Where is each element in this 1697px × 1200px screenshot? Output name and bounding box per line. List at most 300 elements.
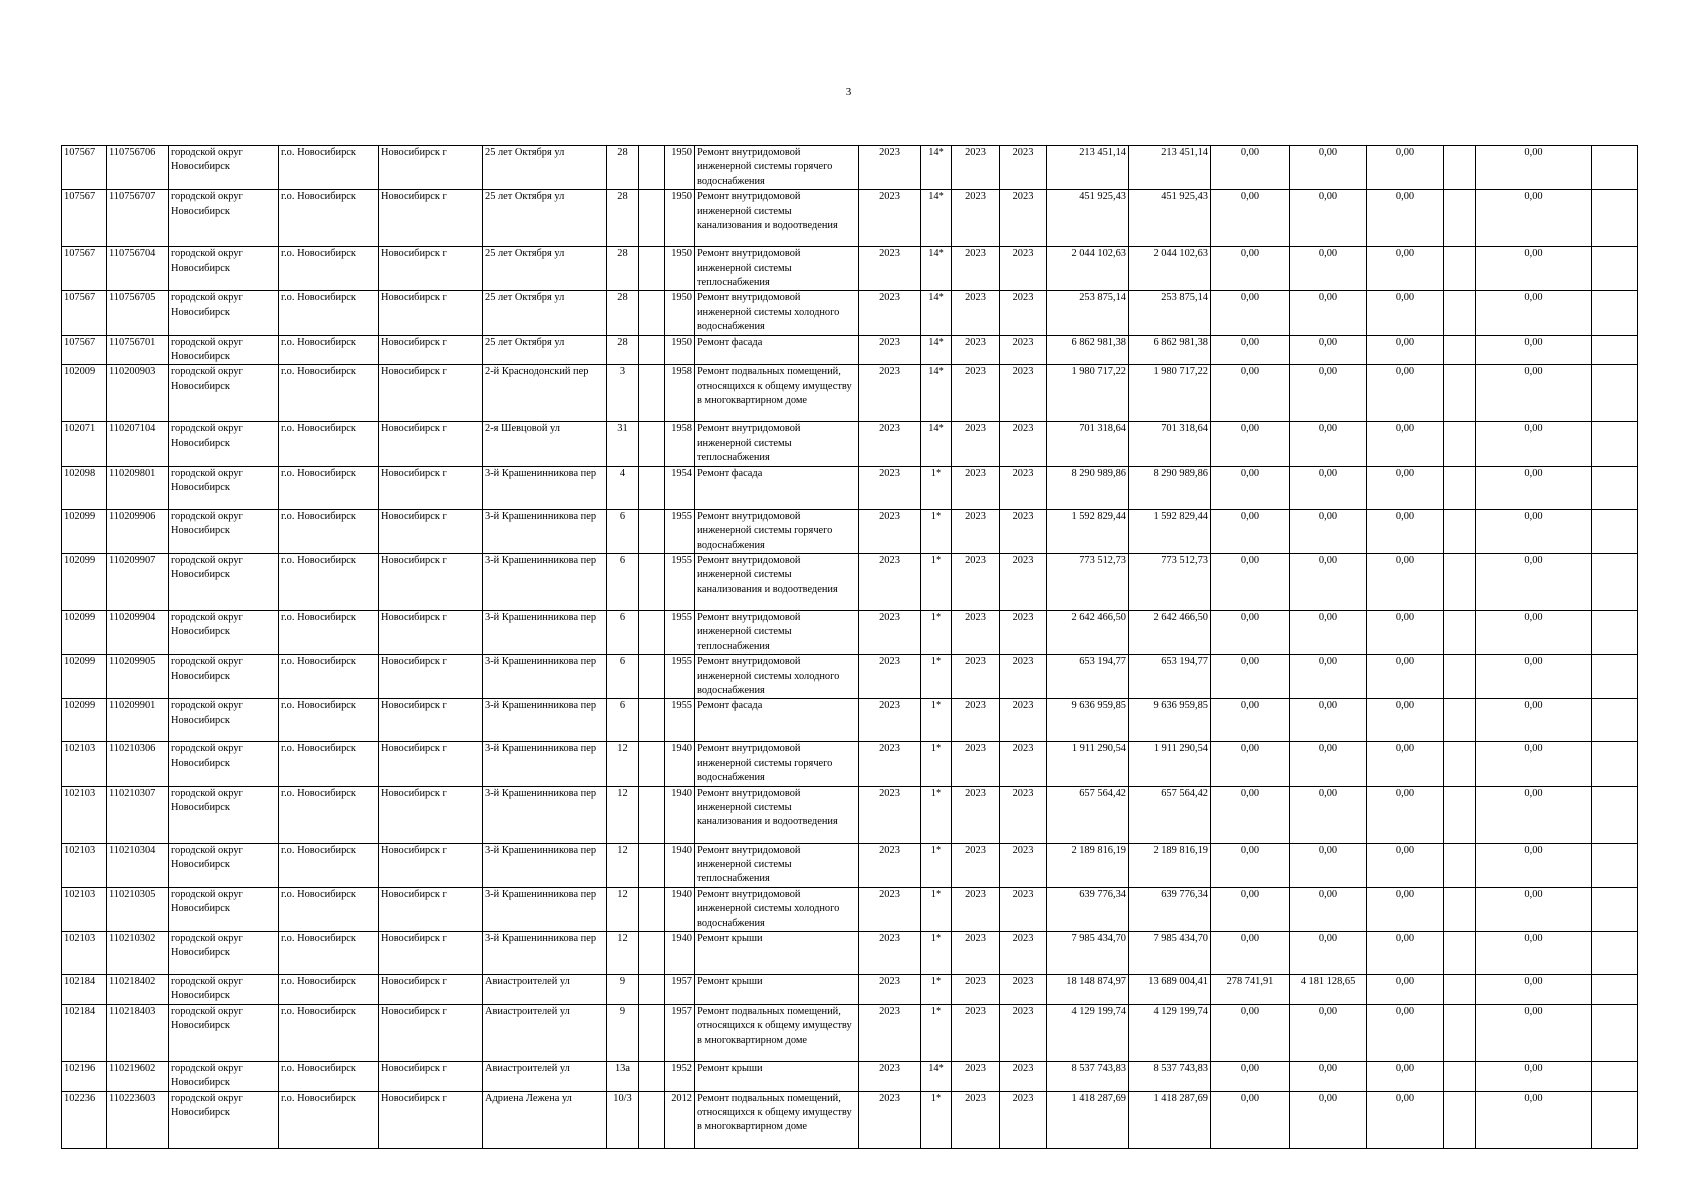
cell-start-year: 2023 — [952, 1091, 1000, 1148]
cell-fund-cost: 451 925,43 — [1129, 190, 1211, 247]
cell-settlement: Новосибирск г — [379, 146, 483, 190]
cell-blank-col-end — [1592, 146, 1638, 190]
cell-budget-cost-1: 0,00 — [1211, 466, 1290, 509]
cell-fund-cost: 1 980 717,22 — [1129, 365, 1211, 422]
cell-end-year: 2023 — [1000, 610, 1047, 654]
cell-end-year: 2023 — [1000, 466, 1047, 509]
cell-house-number: 28 — [607, 146, 639, 190]
cell-owner-cost: 0,00 — [1367, 335, 1444, 365]
cell-work-type: Ремонт внутридомовой инженерной системы горячего водоснабжения — [695, 742, 859, 786]
cell-budget-cost-1: 0,00 — [1211, 553, 1290, 610]
cell-settlement: Новосибирск г — [379, 335, 483, 365]
cell-category: 14* — [921, 1061, 952, 1091]
cell-building — [639, 887, 665, 931]
cell-municipality: городской округ Новосибирск — [169, 786, 279, 843]
cell-category: 1* — [921, 843, 952, 887]
cell-street: 3-й Крашенинникова пер — [483, 786, 607, 843]
cell-fund-cost: 253 875,14 — [1129, 291, 1211, 335]
cell-house-number: 12 — [607, 932, 639, 975]
cell-city-district: г.о. Новосибирск — [279, 190, 379, 247]
cell-budget-cost-2: 0,00 — [1290, 655, 1367, 699]
cell-work-type: Ремонт фасада — [695, 466, 859, 509]
cell-house-id: 107567 — [62, 291, 107, 335]
cell-category: 14* — [921, 146, 952, 190]
cell-city-district: г.о. Новосибирск — [279, 553, 379, 610]
cell-start-year: 2023 — [952, 610, 1000, 654]
cell-year-built: 1955 — [665, 509, 695, 553]
table-row — [62, 146, 1638, 190]
table-row — [62, 843, 1638, 887]
cell-blank-col — [1444, 655, 1476, 699]
cell-building — [639, 610, 665, 654]
cell-blank-col-end — [1592, 887, 1638, 931]
cell-street: 3-й Крашенинникова пер — [483, 553, 607, 610]
cell-budget-cost-1: 0,00 — [1211, 932, 1290, 975]
cell-end-year: 2023 — [1000, 699, 1047, 742]
cell-city-district: г.о. Новосибирск — [279, 247, 379, 291]
cell-blank-col-end — [1592, 610, 1638, 654]
cell-object-id: 110756705 — [107, 291, 169, 335]
cell-city-district: г.о. Новосибирск — [279, 975, 379, 1005]
cell-street: 3-й Крашенинникова пер — [483, 887, 607, 931]
cell-year-built: 1952 — [665, 1061, 695, 1091]
cell-planned-year: 2023 — [859, 843, 921, 887]
cell-start-year: 2023 — [952, 887, 1000, 931]
cell-planned-year: 2023 — [859, 932, 921, 975]
cell-building — [639, 422, 665, 466]
cell-object-id: 110210306 — [107, 742, 169, 786]
cell-category: 1* — [921, 553, 952, 610]
cell-street: 2-й Краснодонский пер — [483, 365, 607, 422]
cell-start-year: 2023 — [952, 1061, 1000, 1091]
cell-object-id: 110210304 — [107, 843, 169, 887]
table-row — [62, 335, 1638, 365]
cell-year-built: 1957 — [665, 1004, 695, 1061]
cell-municipality: городской округ Новосибирск — [169, 699, 279, 742]
cell-settlement: Новосибирск г — [379, 291, 483, 335]
cell-end-year: 2023 — [1000, 422, 1047, 466]
cell-other-cost: 0,00 — [1476, 975, 1592, 1005]
cell-category: 14* — [921, 422, 952, 466]
cell-house-number: 3 — [607, 365, 639, 422]
cell-planned-year: 2023 — [859, 975, 921, 1005]
cell-owner-cost: 0,00 — [1367, 247, 1444, 291]
cell-blank-col — [1444, 466, 1476, 509]
cell-owner-cost: 0,00 — [1367, 190, 1444, 247]
cell-blank-col-end — [1592, 655, 1638, 699]
cell-start-year: 2023 — [952, 247, 1000, 291]
cell-work-type: Ремонт подвальных помещений, относящихся к общему имуществу в многоквартирном доме — [695, 1091, 859, 1148]
cell-budget-cost-2: 0,00 — [1290, 1091, 1367, 1148]
cell-fund-cost: 1 592 829,44 — [1129, 509, 1211, 553]
cell-end-year: 2023 — [1000, 291, 1047, 335]
cell-category: 1* — [921, 1091, 952, 1148]
cell-start-year: 2023 — [952, 655, 1000, 699]
cell-budget-cost-2: 0,00 — [1290, 786, 1367, 843]
cell-municipality: городской округ Новосибирск — [169, 190, 279, 247]
cell-blank-col — [1444, 422, 1476, 466]
cell-end-year: 2023 — [1000, 975, 1047, 1005]
cell-owner-cost: 0,00 — [1367, 610, 1444, 654]
cell-house-id: 107567 — [62, 247, 107, 291]
cell-blank-col — [1444, 335, 1476, 365]
cell-object-id: 110210302 — [107, 932, 169, 975]
cell-house-id: 102071 — [62, 422, 107, 466]
cell-budget-cost-2: 0,00 — [1290, 335, 1367, 365]
cell-start-year: 2023 — [952, 975, 1000, 1005]
cell-owner-cost: 0,00 — [1367, 932, 1444, 975]
cell-budget-cost-2: 0,00 — [1290, 932, 1367, 975]
cell-start-year: 2023 — [952, 190, 1000, 247]
cell-city-district: г.о. Новосибирск — [279, 466, 379, 509]
cell-blank-col-end — [1592, 843, 1638, 887]
cell-start-year: 2023 — [952, 146, 1000, 190]
cell-budget-cost-1: 0,00 — [1211, 146, 1290, 190]
cell-year-built: 1940 — [665, 843, 695, 887]
cell-building — [639, 1091, 665, 1148]
cell-year-built: 1955 — [665, 553, 695, 610]
cell-house-number: 6 — [607, 610, 639, 654]
cell-fund-cost: 8 290 989,86 — [1129, 466, 1211, 509]
cell-owner-cost: 0,00 — [1367, 1004, 1444, 1061]
cell-house-number: 31 — [607, 422, 639, 466]
cell-start-year: 2023 — [952, 786, 1000, 843]
cell-object-id: 110209907 — [107, 553, 169, 610]
cell-total-cost: 653 194,77 — [1047, 655, 1129, 699]
cell-municipality: городской округ Новосибирск — [169, 335, 279, 365]
cell-total-cost: 1 911 290,54 — [1047, 742, 1129, 786]
cell-settlement: Новосибирск г — [379, 1091, 483, 1148]
cell-house-id: 102184 — [62, 1004, 107, 1061]
cell-year-built: 1940 — [665, 742, 695, 786]
cell-category: 1* — [921, 742, 952, 786]
cell-start-year: 2023 — [952, 466, 1000, 509]
cell-house-number: 4 — [607, 466, 639, 509]
cell-budget-cost-2: 0,00 — [1290, 190, 1367, 247]
cell-municipality: городской округ Новосибирск — [169, 975, 279, 1005]
cell-building — [639, 247, 665, 291]
cell-start-year: 2023 — [952, 335, 1000, 365]
table-row — [62, 610, 1638, 654]
cell-end-year: 2023 — [1000, 190, 1047, 247]
cell-street: Авиастроителей ул — [483, 1004, 607, 1061]
cell-fund-cost: 213 451,14 — [1129, 146, 1211, 190]
cell-blank-col — [1444, 365, 1476, 422]
cell-planned-year: 2023 — [859, 655, 921, 699]
cell-total-cost: 639 776,34 — [1047, 887, 1129, 931]
table-row — [62, 932, 1638, 975]
cell-year-built: 1955 — [665, 610, 695, 654]
cell-building — [639, 146, 665, 190]
cell-house-number: 13а — [607, 1061, 639, 1091]
cell-budget-cost-2: 0,00 — [1290, 1004, 1367, 1061]
cell-fund-cost: 1 911 290,54 — [1129, 742, 1211, 786]
cell-blank-col — [1444, 1061, 1476, 1091]
cell-house-number: 9 — [607, 1004, 639, 1061]
table-row — [62, 1061, 1638, 1091]
cell-city-district: г.о. Новосибирск — [279, 655, 379, 699]
cell-street: 3-й Крашенинникова пер — [483, 655, 607, 699]
cell-total-cost: 1 418 287,69 — [1047, 1091, 1129, 1148]
cell-end-year: 2023 — [1000, 335, 1047, 365]
page-number: 3 — [845, 86, 852, 98]
cell-city-district: г.о. Новосибирск — [279, 887, 379, 931]
table-row — [62, 247, 1638, 291]
cell-work-type: Ремонт подвальных помещений, относящихся к общему имуществу в многоквартирном доме — [695, 365, 859, 422]
cell-category: 1* — [921, 655, 952, 699]
cell-blank-col — [1444, 553, 1476, 610]
cell-work-type: Ремонт фасада — [695, 699, 859, 742]
cell-blank-col — [1444, 699, 1476, 742]
cell-category: 14* — [921, 190, 952, 247]
cell-fund-cost: 7 985 434,70 — [1129, 932, 1211, 975]
cell-house-number: 28 — [607, 190, 639, 247]
cell-blank-col — [1444, 610, 1476, 654]
cell-street: 3-й Крашенинникова пер — [483, 843, 607, 887]
table-row — [62, 699, 1638, 742]
cell-blank-col-end — [1592, 335, 1638, 365]
cell-end-year: 2023 — [1000, 1061, 1047, 1091]
cell-other-cost: 0,00 — [1476, 1004, 1592, 1061]
cell-street: 3-й Крашенинникова пер — [483, 610, 607, 654]
cell-municipality: городской округ Новосибирск — [169, 1091, 279, 1148]
cell-start-year: 2023 — [952, 932, 1000, 975]
cell-object-id: 110210307 — [107, 786, 169, 843]
cell-house-number: 12 — [607, 786, 639, 843]
cell-year-built: 1950 — [665, 190, 695, 247]
cell-work-type: Ремонт внутридомовой инженерной системы холодного водоснабжения — [695, 887, 859, 931]
cell-street: 3-й Крашенинникова пер — [483, 699, 607, 742]
cell-municipality: городской округ Новосибирск — [169, 655, 279, 699]
cell-building — [639, 365, 665, 422]
cell-settlement: Новосибирск г — [379, 1004, 483, 1061]
cell-owner-cost: 0,00 — [1367, 786, 1444, 843]
cell-other-cost: 0,00 — [1476, 422, 1592, 466]
cell-total-cost: 18 148 874,97 — [1047, 975, 1129, 1005]
cell-work-type: Ремонт внутридомовой инженерной системы канализования и водоотведения — [695, 553, 859, 610]
cell-object-id: 110756707 — [107, 190, 169, 247]
cell-other-cost: 0,00 — [1476, 932, 1592, 975]
cell-other-cost: 0,00 — [1476, 509, 1592, 553]
cell-house-id: 102099 — [62, 553, 107, 610]
cell-municipality: городской округ Новосибирск — [169, 1061, 279, 1091]
cell-category: 1* — [921, 932, 952, 975]
cell-building — [639, 742, 665, 786]
cell-house-id: 102103 — [62, 887, 107, 931]
table-row — [62, 422, 1638, 466]
cell-fund-cost: 639 776,34 — [1129, 887, 1211, 931]
cell-budget-cost-2: 0,00 — [1290, 291, 1367, 335]
cell-house-id: 107567 — [62, 146, 107, 190]
cell-city-district: г.о. Новосибирск — [279, 509, 379, 553]
cell-blank-col-end — [1592, 365, 1638, 422]
cell-planned-year: 2023 — [859, 610, 921, 654]
cell-planned-year: 2023 — [859, 291, 921, 335]
cell-year-built: 1940 — [665, 932, 695, 975]
cell-municipality: городской округ Новосибирск — [169, 247, 279, 291]
cell-budget-cost-1: 0,00 — [1211, 1091, 1290, 1148]
cell-work-type: Ремонт внутридомовой инженерной системы холодного водоснабжения — [695, 655, 859, 699]
cell-work-type: Ремонт внутридомовой инженерной системы холодного водоснабжения — [695, 291, 859, 335]
cell-municipality: городской округ Новосибирск — [169, 146, 279, 190]
cell-planned-year: 2023 — [859, 247, 921, 291]
cell-blank-col-end — [1592, 1004, 1638, 1061]
cell-house-number: 6 — [607, 509, 639, 553]
cell-object-id: 110218402 — [107, 975, 169, 1005]
cell-year-built: 1940 — [665, 887, 695, 931]
cell-municipality: городской округ Новосибирск — [169, 843, 279, 887]
cell-fund-cost: 9 636 959,85 — [1129, 699, 1211, 742]
cell-total-cost: 4 129 199,74 — [1047, 1004, 1129, 1061]
cell-settlement: Новосибирск г — [379, 699, 483, 742]
cell-start-year: 2023 — [952, 699, 1000, 742]
cell-year-built: 1950 — [665, 335, 695, 365]
cell-planned-year: 2023 — [859, 553, 921, 610]
cell-work-type: Ремонт внутридомовой инженерной системы горячего водоснабжения — [695, 146, 859, 190]
table-row — [62, 975, 1638, 1005]
cell-budget-cost-2: 0,00 — [1290, 247, 1367, 291]
cell-year-built: 1955 — [665, 655, 695, 699]
cell-other-cost: 0,00 — [1476, 655, 1592, 699]
cell-object-id: 110210305 — [107, 887, 169, 931]
cell-settlement: Новосибирск г — [379, 553, 483, 610]
cell-end-year: 2023 — [1000, 1091, 1047, 1148]
cell-fund-cost: 13 689 004,41 — [1129, 975, 1211, 1005]
cell-house-id: 102103 — [62, 843, 107, 887]
cell-city-district: г.о. Новосибирск — [279, 422, 379, 466]
cell-other-cost: 0,00 — [1476, 291, 1592, 335]
cell-building — [639, 843, 665, 887]
cell-street: 25 лет Октября ул — [483, 247, 607, 291]
cell-settlement: Новосибирск г — [379, 247, 483, 291]
cell-house-number: 6 — [607, 655, 639, 699]
cell-year-built: 1955 — [665, 699, 695, 742]
cell-budget-cost-1: 0,00 — [1211, 699, 1290, 742]
cell-city-district: г.о. Новосибирск — [279, 291, 379, 335]
cell-house-number: 6 — [607, 553, 639, 610]
cell-house-number: 10/3 — [607, 1091, 639, 1148]
cell-blank-col — [1444, 146, 1476, 190]
cell-house-number: 28 — [607, 335, 639, 365]
cell-planned-year: 2023 — [859, 146, 921, 190]
cell-fund-cost: 8 537 743,83 — [1129, 1061, 1211, 1091]
cell-planned-year: 2023 — [859, 1004, 921, 1061]
cell-budget-cost-2: 0,00 — [1290, 699, 1367, 742]
cell-blank-col-end — [1592, 932, 1638, 975]
cell-building — [639, 335, 665, 365]
cell-city-district: г.о. Новосибирск — [279, 932, 379, 975]
cell-owner-cost: 0,00 — [1367, 365, 1444, 422]
cell-budget-cost-2: 0,00 — [1290, 843, 1367, 887]
cell-owner-cost: 0,00 — [1367, 742, 1444, 786]
cell-year-built: 1950 — [665, 291, 695, 335]
cell-budget-cost-1: 0,00 — [1211, 365, 1290, 422]
cell-owner-cost: 0,00 — [1367, 1061, 1444, 1091]
cell-blank-col — [1444, 742, 1476, 786]
cell-end-year: 2023 — [1000, 742, 1047, 786]
table-row — [62, 887, 1638, 931]
cell-total-cost: 213 451,14 — [1047, 146, 1129, 190]
cell-municipality: городской округ Новосибирск — [169, 291, 279, 335]
cell-house-number: 28 — [607, 247, 639, 291]
cell-street: Авиастроителей ул — [483, 975, 607, 1005]
cell-work-type: Ремонт крыши — [695, 975, 859, 1005]
cell-street: 3-й Крашенинникова пер — [483, 509, 607, 553]
cell-budget-cost-2: 0,00 — [1290, 742, 1367, 786]
cell-end-year: 2023 — [1000, 786, 1047, 843]
cell-budget-cost-2: 0,00 — [1290, 553, 1367, 610]
table-row — [62, 553, 1638, 610]
cell-house-id: 102099 — [62, 655, 107, 699]
cell-category: 14* — [921, 335, 952, 365]
cell-city-district: г.о. Новосибирск — [279, 365, 379, 422]
cell-city-district: г.о. Новосибирск — [279, 1091, 379, 1148]
cell-blank-col-end — [1592, 742, 1638, 786]
cell-planned-year: 2023 — [859, 335, 921, 365]
cell-object-id: 110219602 — [107, 1061, 169, 1091]
cell-municipality: городской округ Новосибирск — [169, 553, 279, 610]
cell-budget-cost-1: 0,00 — [1211, 509, 1290, 553]
cell-budget-cost-1: 0,00 — [1211, 843, 1290, 887]
cell-blank-col — [1444, 932, 1476, 975]
cell-category: 1* — [921, 786, 952, 843]
cell-house-number: 12 — [607, 843, 639, 887]
cell-settlement: Новосибирск г — [379, 843, 483, 887]
cell-other-cost: 0,00 — [1476, 553, 1592, 610]
cell-other-cost: 0,00 — [1476, 335, 1592, 365]
cell-budget-cost-1: 0,00 — [1211, 655, 1290, 699]
cell-house-number: 12 — [607, 887, 639, 931]
cell-blank-col-end — [1592, 247, 1638, 291]
cell-other-cost: 0,00 — [1476, 610, 1592, 654]
cell-planned-year: 2023 — [859, 742, 921, 786]
cell-building — [639, 975, 665, 1005]
cell-other-cost: 0,00 — [1476, 365, 1592, 422]
cell-work-type: Ремонт внутридомовой инженерной системы теплоснабжения — [695, 610, 859, 654]
cell-start-year: 2023 — [952, 422, 1000, 466]
cell-city-district: г.о. Новосибирск — [279, 146, 379, 190]
table-row — [62, 742, 1638, 786]
cell-total-cost: 2 044 102,63 — [1047, 247, 1129, 291]
cell-other-cost: 0,00 — [1476, 1091, 1592, 1148]
cell-blank-col — [1444, 1091, 1476, 1148]
cell-year-built: 2012 — [665, 1091, 695, 1148]
cell-municipality: городской округ Новосибирск — [169, 422, 279, 466]
cell-work-type: Ремонт внутридомовой инженерной системы канализования и водоотведения — [695, 786, 859, 843]
cell-blank-col-end — [1592, 422, 1638, 466]
cell-budget-cost-1: 0,00 — [1211, 335, 1290, 365]
cell-settlement: Новосибирск г — [379, 1061, 483, 1091]
cell-street: 25 лет Октября ул — [483, 335, 607, 365]
capital-repair-register-table — [61, 145, 1638, 1149]
cell-planned-year: 2023 — [859, 422, 921, 466]
cell-total-cost: 7 985 434,70 — [1047, 932, 1129, 975]
cell-budget-cost-2: 0,00 — [1290, 887, 1367, 931]
cell-planned-year: 2023 — [859, 190, 921, 247]
cell-settlement: Новосибирск г — [379, 932, 483, 975]
cell-start-year: 2023 — [952, 1004, 1000, 1061]
cell-category: 1* — [921, 610, 952, 654]
cell-blank-col — [1444, 843, 1476, 887]
cell-year-built: 1950 — [665, 146, 695, 190]
cell-city-district: г.о. Новосибирск — [279, 1061, 379, 1091]
cell-planned-year: 2023 — [859, 887, 921, 931]
cell-settlement: Новосибирск г — [379, 365, 483, 422]
cell-building — [639, 1061, 665, 1091]
cell-blank-col-end — [1592, 466, 1638, 509]
cell-start-year: 2023 — [952, 291, 1000, 335]
cell-owner-cost: 0,00 — [1367, 655, 1444, 699]
